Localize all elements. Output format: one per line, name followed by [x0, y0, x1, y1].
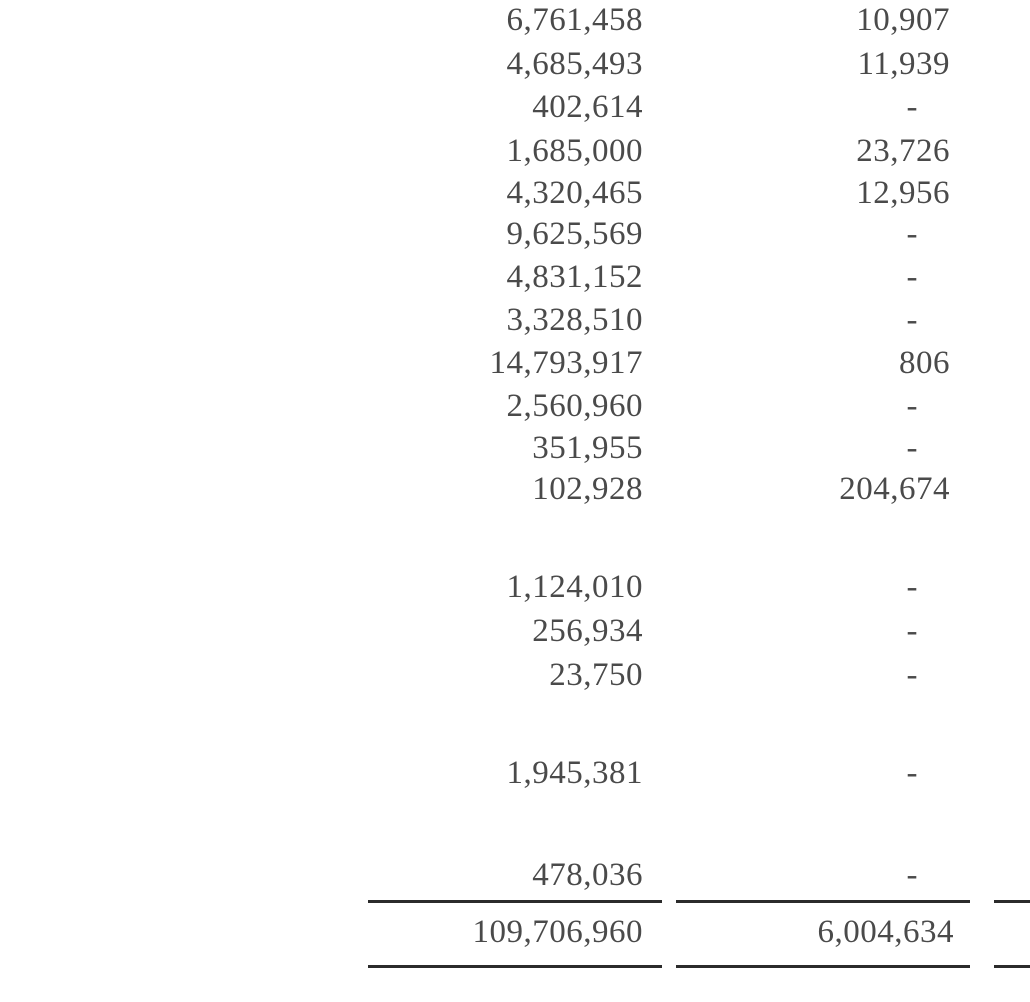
row-4-col-1: 1,685,000 [506, 133, 643, 169]
row-7-col-1: 4,831,152 [506, 259, 643, 295]
total-bottom-rule-col-2 [676, 965, 970, 968]
total-top-rule-col-3 [994, 900, 1030, 903]
row-8-col-2: - [906, 302, 918, 338]
total-top-rule-col-1 [368, 900, 662, 903]
row-6-col-2: - [906, 216, 918, 252]
total-col-2: 6,004,634 [817, 914, 954, 950]
row-9-col-1: 14,793,917 [489, 345, 643, 381]
row-5-col-2: 12,956 [856, 175, 950, 211]
row-11-col-2: - [906, 430, 918, 466]
row-16-col-1: 1,945,381 [506, 755, 643, 791]
row-1-col-1: 6,761,458 [506, 2, 643, 38]
row-2-col-1: 4,685,493 [506, 46, 643, 82]
row-7-col-2: - [906, 259, 918, 295]
row-12-col-1: 102,928 [532, 471, 643, 507]
row-14-col-1: 256,934 [532, 613, 643, 649]
row-10-col-2: - [906, 388, 918, 424]
row-9-col-2: 806 [899, 345, 950, 381]
row-15-col-2: - [906, 657, 918, 693]
row-3-col-2: - [906, 89, 918, 125]
row-5-col-1: 4,320,465 [506, 175, 643, 211]
row-12-col-2: 204,674 [839, 471, 950, 507]
row-1-col-2: 10,907 [856, 2, 950, 38]
row-14-col-2: - [906, 613, 918, 649]
row-17-col-1: 478,036 [532, 857, 643, 893]
row-13-col-2: - [906, 569, 918, 605]
row-3-col-1: 402,614 [532, 89, 643, 125]
row-13-col-1: 1,124,010 [506, 569, 643, 605]
row-15-col-1: 23,750 [549, 657, 643, 693]
row-6-col-1: 9,625,569 [506, 216, 643, 252]
row-17-col-2: - [906, 857, 918, 893]
row-2-col-2: 11,939 [857, 46, 950, 82]
row-16-col-2: - [906, 755, 918, 791]
total-bottom-rule-col-3 [994, 965, 1030, 968]
row-11-col-1: 351,955 [532, 430, 643, 466]
row-8-col-1: 3,328,510 [506, 302, 643, 338]
row-10-col-1: 2,560,960 [506, 388, 643, 424]
row-4-col-2: 23,726 [856, 133, 950, 169]
total-bottom-rule-col-1 [368, 965, 662, 968]
total-top-rule-col-2 [676, 900, 970, 903]
total-col-1: 109,706,960 [472, 914, 643, 950]
